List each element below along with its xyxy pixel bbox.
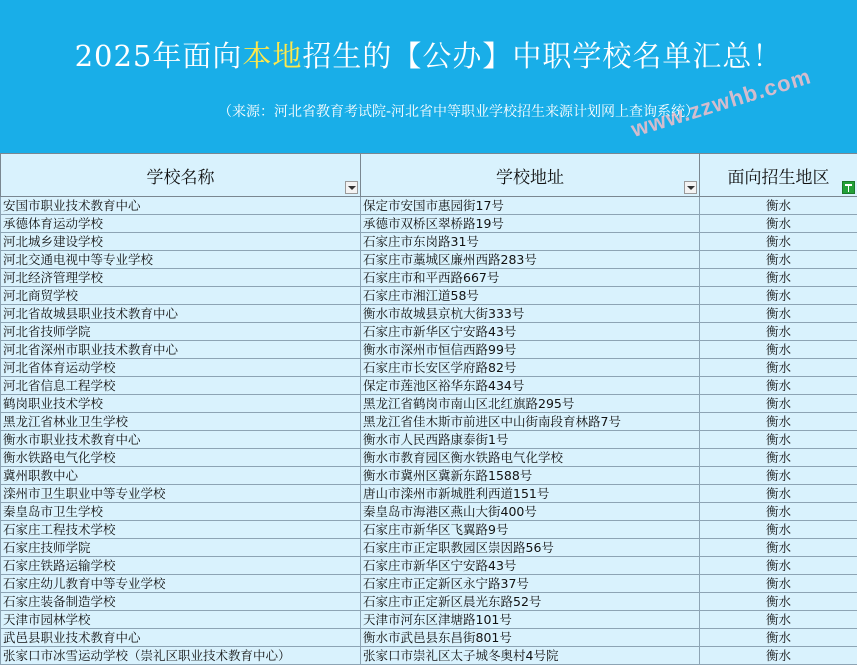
school-name-cell[interactable]: 安国市职业技术教育中心 bbox=[1, 197, 361, 215]
school-name-cell[interactable]: 武邑县职业技术教育中心 bbox=[1, 629, 361, 647]
region-cell[interactable]: 衡水 bbox=[700, 449, 857, 467]
column-header-school-name bbox=[1, 154, 361, 197]
school-name-cell[interactable]: 天津市园林学校 bbox=[1, 611, 361, 629]
table-row bbox=[1, 485, 857, 503]
table-row bbox=[1, 359, 857, 377]
address-cell[interactable]: 衡水市故城县京杭大街333号 bbox=[361, 305, 700, 323]
region-cell[interactable]: 衡水 bbox=[700, 377, 857, 395]
region-cell[interactable]: 衡水 bbox=[700, 611, 857, 629]
address-cell[interactable]: 石家庄市正定新区永宁路37号 bbox=[361, 575, 700, 593]
table-row bbox=[1, 341, 857, 359]
region-cell[interactable]: 衡水 bbox=[700, 503, 857, 521]
address-cell[interactable]: 黑龙江省佳木斯市前进区中山街南段育林路7号 bbox=[361, 413, 700, 431]
filter-dropdown-icon[interactable] bbox=[684, 181, 697, 194]
school-name-cell[interactable]: 河北省信息工程学校 bbox=[1, 377, 361, 395]
school-name-cell[interactable]: 黑龙江省林业卫生学校 bbox=[1, 413, 361, 431]
address-cell[interactable]: 石家庄市正定职教园区崇因路56号 bbox=[361, 539, 700, 557]
school-name-cell[interactable]: 河北商贸学校 bbox=[1, 287, 361, 305]
column-header-address bbox=[361, 154, 700, 197]
region-cell[interactable]: 衡水 bbox=[700, 341, 857, 359]
address-cell[interactable]: 石家庄市新华区宁安路43号 bbox=[361, 323, 700, 341]
address-cell[interactable]: 衡水市人民西路康泰街1号 bbox=[361, 431, 700, 449]
column-header-label: 学校名称 bbox=[146, 167, 215, 188]
title-banner bbox=[0, 0, 857, 154]
school-name-cell[interactable]: 河北省故城县职业技术教育中心 bbox=[1, 305, 361, 323]
table-row bbox=[1, 503, 857, 521]
table-row bbox=[1, 611, 857, 629]
address-cell[interactable]: 石家庄市湘江道58号 bbox=[361, 287, 700, 305]
address-cell[interactable]: 石家庄市和平西路667号 bbox=[361, 269, 700, 287]
table-row bbox=[1, 467, 857, 485]
region-cell[interactable]: 衡水 bbox=[700, 305, 857, 323]
region-cell[interactable]: 衡水 bbox=[700, 575, 857, 593]
region-cell[interactable]: 衡水 bbox=[700, 251, 857, 269]
filter-dropdown-icon[interactable] bbox=[345, 181, 358, 194]
address-cell[interactable]: 唐山市滦州市新城胜利西道151号 bbox=[361, 485, 700, 503]
region-cell[interactable]: 衡水 bbox=[700, 287, 857, 305]
table-row bbox=[1, 557, 857, 575]
region-cell[interactable]: 衡水 bbox=[700, 215, 857, 233]
table-row bbox=[1, 305, 857, 323]
region-cell[interactable]: 衡水 bbox=[700, 359, 857, 377]
table-row bbox=[1, 287, 857, 305]
school-name-cell[interactable]: 石家庄技师学院 bbox=[1, 539, 361, 557]
school-name-cell[interactable]: 河北省技师学院 bbox=[1, 323, 361, 341]
table-row bbox=[1, 575, 857, 593]
school-name-cell[interactable]: 河北交通电视中等专业学校 bbox=[1, 251, 361, 269]
filter-active-icon[interactable] bbox=[842, 181, 855, 194]
region-cell[interactable]: 衡水 bbox=[700, 557, 857, 575]
school-name-cell[interactable]: 河北经济管理学校 bbox=[1, 269, 361, 287]
region-cell[interactable]: 衡水 bbox=[700, 629, 857, 647]
table-row bbox=[1, 431, 857, 449]
school-name-cell[interactable]: 石家庄铁路运输学校 bbox=[1, 557, 361, 575]
address-cell[interactable]: 保定市安国市惠园街17号 bbox=[361, 197, 700, 215]
region-cell[interactable]: 衡水 bbox=[700, 593, 857, 611]
region-cell[interactable]: 衡水 bbox=[700, 197, 857, 215]
address-cell[interactable]: 石家庄市长安区学府路82号 bbox=[361, 359, 700, 377]
school-name-cell[interactable]: 承德体育运动学校 bbox=[1, 215, 361, 233]
region-cell[interactable]: 衡水 bbox=[700, 395, 857, 413]
table-row bbox=[1, 215, 857, 233]
address-cell[interactable]: 张家口市崇礼区太子城冬奥村4号院 bbox=[361, 647, 700, 665]
school-name-cell[interactable]: 石家庄装备制造学校 bbox=[1, 593, 361, 611]
school-name-cell[interactable]: 石家庄幼儿教育中等专业学校 bbox=[1, 575, 361, 593]
address-cell[interactable]: 石家庄市新华区飞翼路9号 bbox=[361, 521, 700, 539]
school-name-cell[interactable]: 鹤岗职业技术学校 bbox=[1, 395, 361, 413]
school-name-cell[interactable]: 张家口市冰雪运动学校（崇礼区职业技术教育中心） bbox=[1, 647, 361, 665]
region-cell[interactable]: 衡水 bbox=[700, 539, 857, 557]
region-cell[interactable]: 衡水 bbox=[700, 431, 857, 449]
table-header-row bbox=[1, 154, 857, 197]
region-cell[interactable]: 衡水 bbox=[700, 521, 857, 539]
column-header-label: 学校地址 bbox=[496, 167, 564, 188]
school-name-cell[interactable]: 河北城乡建设学校 bbox=[1, 233, 361, 251]
watermark: www.zzwhb.com bbox=[628, 63, 815, 142]
title-prefix: 2025年面向 bbox=[74, 39, 243, 73]
table-row bbox=[1, 323, 857, 341]
school-table bbox=[0, 153, 857, 665]
column-header-region bbox=[700, 154, 857, 197]
school-name-cell[interactable]: 秦皇岛市卫生学校 bbox=[1, 503, 361, 521]
address-cell[interactable]: 天津市河东区津塘路101号 bbox=[361, 611, 700, 629]
region-cell[interactable]: 衡水 bbox=[700, 323, 857, 341]
address-cell[interactable]: 衡水市武邑县东昌街801号 bbox=[361, 629, 700, 647]
table-row bbox=[1, 197, 857, 215]
table-row bbox=[1, 593, 857, 611]
title-suffix: 招生的【公办】中职学校名单汇总！ bbox=[302, 39, 783, 73]
address-cell[interactable]: 石家庄市东岗路31号 bbox=[361, 233, 700, 251]
table-row bbox=[1, 269, 857, 287]
page-title bbox=[0, 34, 857, 75]
region-cell[interactable]: 衡水 bbox=[700, 485, 857, 503]
column-header-label: 面向招生地区 bbox=[727, 167, 830, 188]
address-cell[interactable]: 石家庄市正定新区晨光东路52号 bbox=[361, 593, 700, 611]
address-cell[interactable]: 衡水市深州市恒信西路99号 bbox=[361, 341, 700, 359]
title-highlight: 本地 bbox=[242, 39, 303, 73]
address-cell[interactable]: 衡水市冀州区冀新东路1588号 bbox=[361, 467, 700, 485]
address-cell[interactable]: 黑龙江省鹤岗市南山区北红旗路295号 bbox=[361, 395, 700, 413]
address-cell[interactable]: 秦皇岛市海港区燕山大街400号 bbox=[361, 503, 700, 521]
school-name-cell[interactable]: 石家庄工程技术学校 bbox=[1, 521, 361, 539]
table-row bbox=[1, 233, 857, 251]
table-row bbox=[1, 449, 857, 467]
region-cell[interactable]: 衡水 bbox=[700, 467, 857, 485]
school-name-cell[interactable]: 河北省体育运动学校 bbox=[1, 359, 361, 377]
table-row bbox=[1, 647, 857, 665]
school-name-cell[interactable]: 衡水市职业技术教育中心 bbox=[1, 431, 361, 449]
address-cell[interactable]: 石家庄市藁城区廉州西路283号 bbox=[361, 251, 700, 269]
school-name-cell[interactable]: 衡水铁路电气化学校 bbox=[1, 449, 361, 467]
table-row bbox=[1, 395, 857, 413]
region-cell[interactable]: 衡水 bbox=[700, 413, 857, 431]
school-name-cell[interactable]: 滦州市卫生职业中等专业学校 bbox=[1, 485, 361, 503]
table-row bbox=[1, 251, 857, 269]
table-row bbox=[1, 629, 857, 647]
school-name-cell[interactable]: 河北省深州市职业技术教育中心 bbox=[1, 341, 361, 359]
address-cell[interactable]: 石家庄市新华区宁安路43号 bbox=[361, 557, 700, 575]
region-cell[interactable]: 衡水 bbox=[700, 647, 857, 665]
address-cell[interactable]: 承德市双桥区翠桥路19号 bbox=[361, 215, 700, 233]
table-row bbox=[1, 521, 857, 539]
table-body bbox=[1, 197, 857, 665]
region-cell[interactable]: 衡水 bbox=[700, 269, 857, 287]
table-row bbox=[1, 377, 857, 395]
address-cell[interactable]: 衡水市教育园区衡水铁路电气化学校 bbox=[361, 449, 700, 467]
table-row bbox=[1, 539, 857, 557]
table-row bbox=[1, 413, 857, 431]
address-cell[interactable]: 保定市莲池区裕华东路434号 bbox=[361, 377, 700, 395]
school-name-cell[interactable]: 冀州职教中心 bbox=[1, 467, 361, 485]
source-note: （来源：河北省教育考试院-河北省中等职业学校招生来源计划网上查询系统） bbox=[217, 104, 700, 120]
region-cell[interactable]: 衡水 bbox=[700, 233, 857, 251]
